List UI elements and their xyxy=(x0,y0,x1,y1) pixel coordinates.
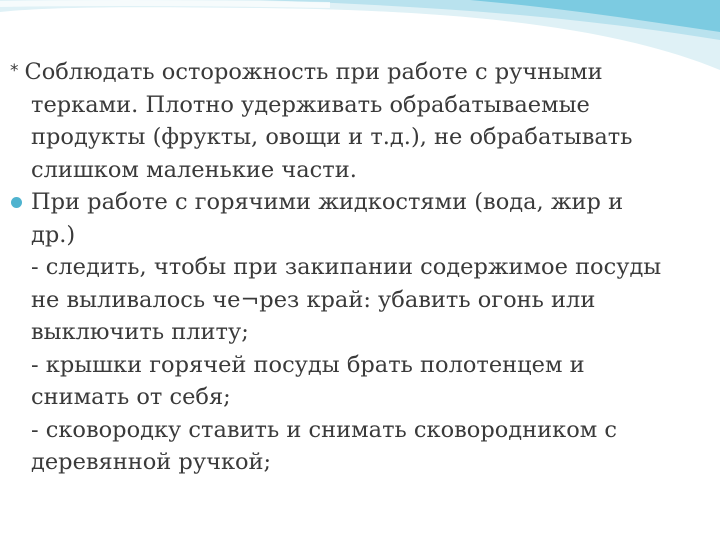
text-line: продукты (фрукты, овощи и т.д.), не обрабатывать xyxy=(31,124,633,150)
line-text: Соблюдать осторожность при работе с ручными xyxy=(24,59,603,85)
text-line: - сковородку ставить и снимать сковородником с xyxy=(31,416,617,443)
asterisk-marker: * xyxy=(10,61,19,81)
text-line: слишком маленькие части. xyxy=(31,156,357,183)
bullet-dot-icon xyxy=(11,197,22,208)
slide-body xyxy=(10,55,710,479)
text-line xyxy=(10,55,710,89)
text-line: - следить, чтобы при закипании содержимое посуды xyxy=(31,254,662,280)
text-line: снимать от себя; xyxy=(31,384,231,410)
paragraph-grater-safety xyxy=(10,55,710,186)
text-line: При работе с горячими жидкостями (вода, жир и xyxy=(31,189,624,215)
text-line: не выливалось че¬рез край: убавить огонь или xyxy=(31,286,596,313)
text-line: др.) xyxy=(31,221,76,248)
text-line: деревянной ручкой; xyxy=(31,449,272,475)
text-line: выключить плиту; xyxy=(31,319,249,345)
text-line: терками. Плотно удерживать обрабатываемые xyxy=(31,91,590,118)
paragraph-hot-liquids xyxy=(10,186,710,479)
text-line: - крышки горячей посуды брать полотенцем и xyxy=(31,351,585,378)
